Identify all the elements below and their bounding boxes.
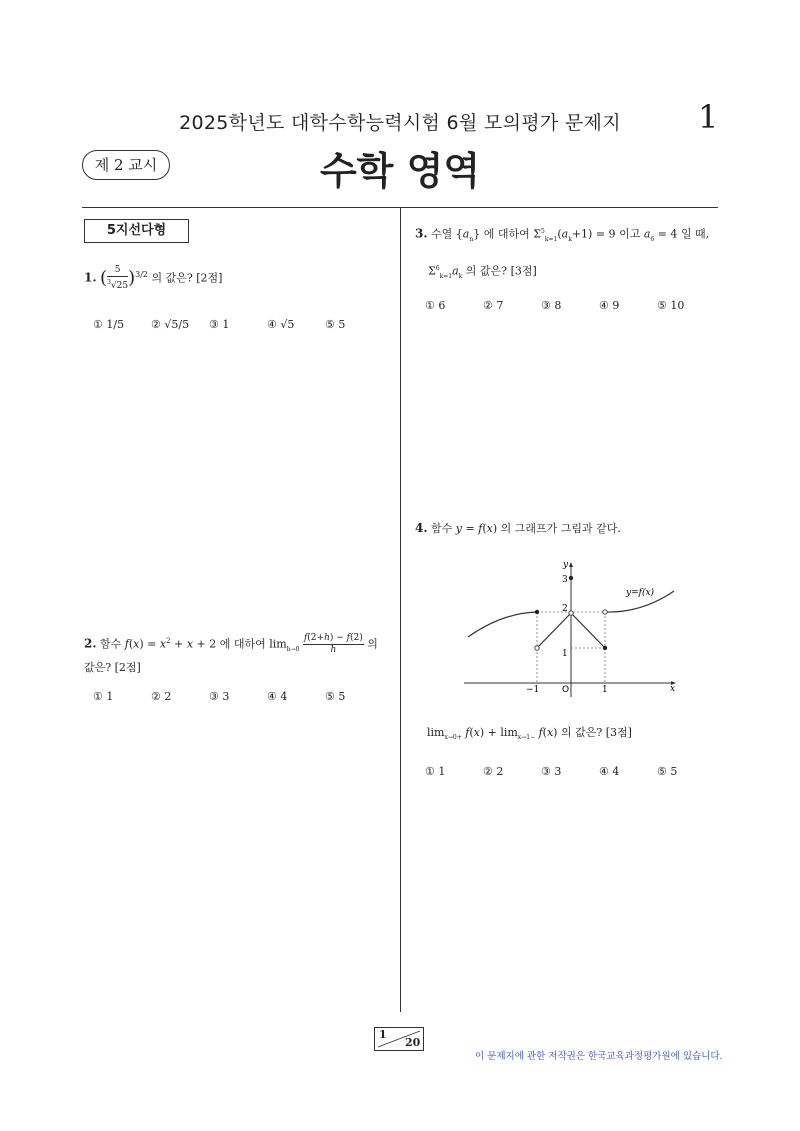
choice-3[interactable]: ③ 8 [541, 299, 562, 312]
choice-5[interactable]: ⑤ 10 [657, 299, 685, 312]
subject-title: 수학 영역 [319, 149, 481, 193]
choice-4[interactable]: ④ 4 [599, 765, 620, 778]
y-axis-label: y [563, 560, 569, 570]
choice-1[interactable]: ① 1 [93, 690, 114, 703]
choice-1[interactable]: ① 1 [425, 765, 446, 778]
question-3-line2: $\Sigma^6_{k=1}a_k$ 의 값은? [3점] [428, 264, 537, 280]
choice-4[interactable]: ④ 9 [599, 299, 620, 312]
column-divider [400, 207, 401, 1012]
page-number: 1 [698, 98, 719, 136]
section-label: 5지선다형 [84, 219, 189, 243]
tick-y-1: 1 [562, 649, 568, 659]
q1-choices [93, 318, 383, 331]
question-2: 2. 함수 $f(x) = x^2 + x + 2$ 에 대하여 $\lim_{h\to 0}$ $\frac{f(2+h) - f(2)}{h}$ 의 [84, 633, 378, 656]
question-4: 4. 함수 y = f(x) 의 그래프가 그림과 같다. [415, 521, 621, 535]
choice-5[interactable]: ⑤ 5 [325, 318, 346, 331]
question-2-line2: 값은? [2점] [84, 661, 141, 674]
choice-3[interactable]: ③ 1 [209, 318, 230, 331]
choice-2[interactable]: ② 7 [483, 299, 504, 312]
page-counter [374, 1027, 424, 1051]
choice-2[interactable]: ② 2 [483, 765, 504, 778]
tick-x-1: 1 [602, 685, 608, 695]
origin-label: O [562, 685, 570, 695]
tick-y-3: 3 [562, 575, 568, 585]
function-graph [462, 555, 682, 700]
page-current: 1 [379, 1028, 387, 1041]
period-badge: 제 2 교시 [82, 150, 170, 180]
tick-y-2: 2 [562, 604, 568, 614]
choice-1[interactable]: ① 1/5 [93, 318, 125, 331]
x-axis-label: x [670, 684, 676, 694]
choice-5[interactable]: ⑤ 5 [325, 690, 346, 703]
question-number: 1. [84, 270, 97, 285]
question-3: 3. 수열 $\{a_n\}$ 에 대하여 $\Sigma^5_{k=1}(a_k+1) = 9$ 이고 $a_6 = 4$ 일 때, [415, 226, 710, 243]
question-text: 의 값은? [2점] [151, 271, 223, 285]
choice-2[interactable]: ② √5/5 [151, 318, 190, 331]
choice-4[interactable]: ④ 4 [267, 690, 288, 703]
curve-label: y=f(x) [626, 588, 655, 598]
copyright-notice: 이 문제지에 관한 저작권은 한국교육과정평가원에 있습니다. [475, 1051, 723, 1062]
choice-5[interactable]: ⑤ 5 [657, 765, 678, 778]
choice-2[interactable]: ② 2 [151, 690, 172, 703]
page-total: 20 [405, 1036, 421, 1049]
q3-choices [425, 299, 715, 312]
q2-choices [93, 690, 383, 703]
choice-1[interactable]: ① 6 [425, 299, 446, 312]
exam-title: 2025학년도 대학수학능력시험 6월 모의평가 문제지 [179, 112, 621, 134]
tick-x-neg1: −1 [526, 685, 540, 695]
choice-4[interactable]: ④ √5 [267, 318, 295, 331]
q4-choices [425, 765, 715, 778]
choice-3[interactable]: ③ 3 [209, 690, 230, 703]
question-1: 1. ( $\frac{5}{^3√25}$ )$^{3/2}$ 의 값은? [2점] [84, 265, 223, 291]
question-4-expression: $\lim_{x\to 0+} f(x) + \lim_{x\to 1-} f(x)$ 의 값은? [3점] [427, 726, 632, 742]
choice-3[interactable]: ③ 3 [541, 765, 562, 778]
